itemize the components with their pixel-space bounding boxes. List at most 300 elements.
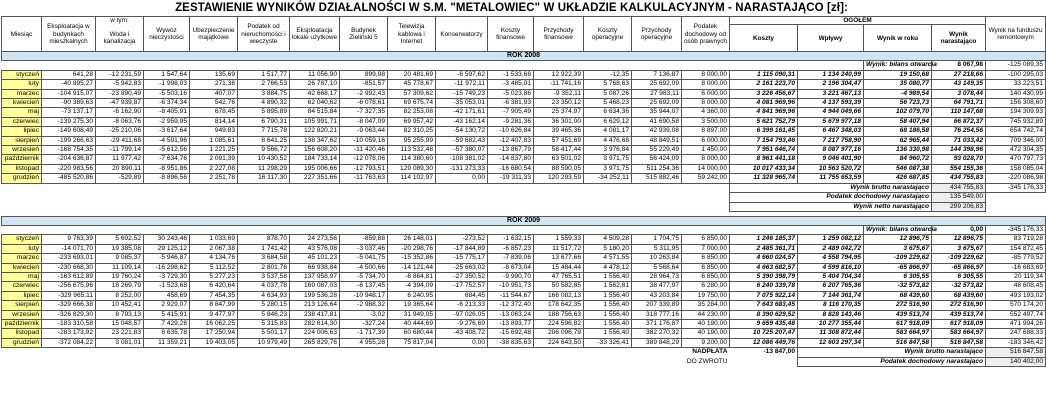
ogolem-cell: 4 841 969,96: [730, 108, 798, 117]
value-cell: -327,24: [340, 319, 388, 328]
value-cell: 224 596,82: [534, 319, 584, 328]
month-cell: lipiec: [2, 291, 42, 300]
value-cell: -15 775,17: [436, 254, 488, 263]
value-cell: 10 452,41: [96, 301, 144, 310]
value-cell: 58 417,44: [534, 146, 584, 155]
value-cell: 140 430,99: [986, 89, 1046, 98]
ogolem-cell: 27 218,66: [932, 70, 986, 79]
ogolem-cell: 68 439,60: [864, 291, 932, 300]
col-telewizja: Telewizja kablowa i Internet: [388, 17, 436, 52]
value-cell: 7 136,87: [632, 70, 682, 79]
value-cell: -47 939,87: [96, 99, 144, 108]
value-cell: 20 119,34: [986, 272, 1046, 281]
ogolem-cell: 5 621 752,79: [730, 117, 798, 126]
value-cell: 2 801,76: [238, 263, 290, 272]
value-cell: -8 063,76: [96, 117, 144, 126]
ogolem-cell: 1 246 185,37: [730, 235, 798, 244]
value-cell: -1 523,68: [144, 282, 190, 291]
value-cell: -149 608,49: [42, 127, 96, 136]
value-cell: 654 742,74: [986, 127, 1046, 136]
value-cell: 2 091,39: [190, 155, 238, 164]
value-cell: 389 848,29: [632, 338, 682, 347]
value-cell: 5 846,23: [238, 310, 290, 319]
value-cell: -8 405,91: [144, 108, 190, 117]
ogolem-cell: 43 149,35: [932, 80, 986, 89]
value-cell: 745 932,89: [986, 117, 1046, 126]
ogolem-cell: 68 186,58: [864, 127, 932, 136]
value-cell: 709 346,00: [986, 136, 1046, 145]
ogolem-cell: 3 675,67: [864, 244, 932, 253]
col-budynek: Budynek Zieliński 5: [340, 17, 388, 52]
value-cell: -8 896,56: [144, 174, 190, 183]
value-cell: 137 958,97: [290, 272, 340, 281]
value-cell: -12 407,83: [488, 136, 534, 145]
section-2008: [2, 52, 1046, 217]
value-cell: -29 411,68: [96, 136, 144, 145]
ogolem-cell: 10 277 355,44: [798, 319, 864, 328]
opening-row-2009: [2, 225, 1046, 234]
value-cell: 105 991,71: [290, 117, 340, 126]
ogolem-cell: 1 115 090,31: [730, 70, 798, 79]
value-cell: 62 040,62: [290, 99, 340, 108]
value-cell: 48 608,45: [986, 282, 1046, 291]
value-cell: 25 692,09: [632, 80, 682, 89]
ogolem-cell: 1 259 082,12: [798, 235, 864, 244]
ogolem-cell: 4 137 593,39: [798, 99, 864, 108]
month-row: [2, 164, 1046, 173]
value-cell: -199 266,63: [42, 136, 96, 145]
value-cell: 542,76: [190, 99, 238, 108]
value-cell: 27 983,11: [632, 89, 682, 98]
value-cell: 10 430,52: [238, 155, 290, 164]
value-cell: 43 203,84: [632, 291, 682, 300]
month-cell: marzec: [2, 254, 42, 263]
value-cell: -3 729,30: [144, 272, 190, 281]
value-cell: -43 162,14: [436, 117, 488, 126]
value-cell: 26 787,10: [290, 80, 340, 89]
value-cell: 16 062,25: [190, 319, 238, 328]
value-cell: 814,14: [190, 117, 238, 126]
value-cell: 156 608,20: [290, 146, 340, 155]
ogolem-cell: 3 675,67: [932, 244, 986, 253]
value-cell: -139 275,30: [42, 117, 96, 126]
value-cell: 19 365,64: [388, 301, 436, 310]
value-cell: -59 682,43: [436, 136, 488, 145]
value-cell: -42 171,61: [436, 108, 488, 117]
value-cell: 69 675,74: [388, 99, 436, 108]
value-cell: -14 837,80: [488, 155, 534, 164]
ogolem-cell: -32 573,82: [932, 282, 986, 291]
value-cell: -326 829,30: [42, 310, 96, 319]
value-cell: -8 951,86: [144, 164, 190, 173]
value-cell: 7 454,35: [190, 291, 238, 300]
value-cell: 43 576,08: [290, 244, 340, 253]
value-cell: -85 779,52: [986, 254, 1046, 263]
ogolem-cell: 11 308 872,44: [798, 329, 864, 338]
ogolem-cell: -4 989,54: [864, 89, 932, 98]
month-cell: grudzień: [2, 338, 42, 347]
ogolem-cell: -32 573,82: [864, 282, 932, 291]
value-cell: 1 517,77: [238, 70, 290, 79]
value-cell: -6 213,33: [436, 301, 488, 310]
value-cell: 1 085,61: [190, 136, 238, 145]
value-cell: 6 790,31: [238, 117, 290, 126]
value-cell: -16 298,62: [144, 263, 190, 272]
value-cell: 47 765,51: [534, 272, 584, 281]
value-cell: 82 253,08: [388, 108, 436, 117]
value-cell: 8 897,00: [682, 127, 730, 136]
value-cell: -230 668,30: [42, 263, 96, 272]
value-cell: 678,45: [190, 108, 238, 117]
value-cell: 1 450,00: [682, 146, 730, 155]
value-cell: 4 081,17: [584, 127, 632, 136]
value-cell: 56 424,09: [632, 155, 682, 164]
summary-label: Wynik netto narastająco: [730, 202, 932, 211]
value-cell: 5 568,64: [632, 263, 682, 272]
value-cell: 2 929,07: [144, 301, 190, 310]
value-cell: 8 793,13: [96, 310, 144, 319]
value-cell: 206 096,79: [534, 329, 584, 338]
value-cell: -11 741,16: [534, 80, 584, 89]
month-row: [2, 282, 1046, 291]
value-cell: 13 677,66: [534, 254, 584, 263]
ogolem-cell: 426 687,85: [864, 174, 932, 183]
value-cell: 5 087,26: [584, 89, 632, 98]
value-cell: -6 374,34: [144, 99, 190, 108]
value-cell: 120 293,59: [534, 174, 584, 183]
month-row: [2, 235, 1046, 244]
value-cell: 41 690,58: [632, 117, 682, 126]
ogolem-cell: 6 240 339,78: [730, 282, 798, 291]
value-cell: -8 047,09: [340, 117, 388, 126]
value-cell: 6 240,95: [388, 291, 436, 300]
value-cell: 35 284,00: [682, 301, 730, 310]
col-eksploatacja-lokale: Eksploatacja lokale użytkowe: [290, 17, 340, 52]
value-cell: 194 309,93: [986, 108, 1046, 117]
ogolem-cell: 4 081 969,96: [730, 99, 798, 108]
month-cell: sierpień: [2, 136, 42, 145]
value-cell: 5 112,52: [190, 263, 238, 272]
value-cell: 48 849,51: [632, 136, 682, 145]
value-cell: 5 768,63: [584, 80, 632, 89]
ogolem-cell: 5 679 977,18: [798, 117, 864, 126]
value-cell: -14 071,70: [42, 244, 96, 253]
value-cell: -6 078,61: [340, 99, 388, 108]
value-cell: 5 468,23: [584, 99, 632, 108]
value-cell: 224 643,50: [534, 338, 584, 347]
value-cell: 40 190,00: [682, 319, 730, 328]
value-cell: -12 793,51: [340, 164, 388, 173]
col-wynik-narastajaco: Wynik narastająco: [932, 25, 986, 52]
value-cell: -40 895,27: [42, 80, 96, 89]
ogolem-cell: 4 558 794,95: [798, 254, 864, 263]
ogolem-cell: 3 226 456,67: [730, 89, 798, 98]
ogolem-cell: 12 086 449,76: [730, 338, 798, 347]
month-cell: wrzesień: [2, 146, 42, 155]
month-row: [2, 80, 1046, 89]
month-row: [2, 146, 1046, 155]
value-cell: -35 053,01: [436, 99, 488, 108]
value-cell: -1 533,68: [488, 70, 534, 79]
ogolem-cell: 7 217 758,90: [798, 136, 864, 145]
value-cell: -9 990,70: [488, 272, 534, 281]
month-row: [2, 254, 1046, 263]
col-woda: Woda i kanalizacja: [96, 25, 144, 52]
value-cell: 122 820,21: [290, 127, 340, 136]
value-cell: -5 734,70: [340, 272, 388, 281]
month-cell: październik: [2, 319, 42, 328]
month-row: [2, 301, 1046, 310]
value-cell: 4 037,78: [238, 282, 290, 291]
value-cell: -6 857,23: [488, 244, 534, 253]
ogolem-cell: 8 116 170,35: [798, 301, 864, 310]
value-cell: -104 915,07: [42, 89, 96, 98]
ogolem-cell: 4 663 682,57: [730, 263, 798, 272]
month-cell: lipiec: [2, 127, 42, 136]
value-cell: 4 955,28: [340, 338, 388, 347]
value-cell: 3 537,58: [238, 272, 290, 281]
col-koszty: Koszty: [730, 25, 798, 52]
value-cell: 40 444,69: [388, 319, 436, 328]
ogolem-cell: 76 254,56: [932, 127, 986, 136]
month-cell: maj: [2, 272, 42, 281]
summary-fund: [986, 202, 1046, 211]
ogolem-cell: 12 603 297,34: [798, 338, 864, 347]
ogolem-cell: 1 134 240,99: [798, 70, 864, 79]
value-cell: 23 221,83: [96, 329, 144, 338]
col-w-tym: w tym:: [96, 17, 144, 25]
value-cell: 25 374,97: [534, 108, 584, 117]
ogolem-cell: 7 951 646,74: [730, 146, 798, 155]
month-cell: luty: [2, 244, 42, 253]
value-cell: 19 385,08: [96, 244, 144, 253]
value-cell: -38 835,63: [488, 338, 534, 347]
value-cell: 129 089,30: [388, 164, 436, 173]
ogolem-cell: 8 390 629,52: [730, 310, 798, 319]
summary-value: 135 549,00: [932, 193, 986, 202]
ogolem-cell: 62 965,44: [864, 136, 932, 145]
value-cell: 169 087,03: [290, 282, 340, 291]
value-cell: -57 380,07: [436, 146, 488, 155]
value-cell: 3 500,00: [682, 117, 730, 126]
month-cell: styczeń: [2, 70, 42, 79]
value-cell: 1 221,25: [190, 146, 238, 155]
value-cell: -5 946,87: [144, 254, 190, 263]
value-cell: -2 959,95: [144, 117, 190, 126]
value-cell: 135,69: [190, 70, 238, 79]
value-cell: 11 977,42: [96, 155, 144, 164]
value-cell: 184 733,14: [290, 155, 340, 164]
value-cell: 11 517,72: [534, 244, 584, 253]
value-cell: -73 137,17: [42, 108, 96, 117]
ogolem-cell: -109 229,62: [864, 254, 932, 263]
value-cell: 247 688,33: [986, 329, 1046, 338]
ogolem-cell: -65 866,97: [864, 263, 932, 272]
ogolem-cell: 5 404 704,34: [798, 272, 864, 281]
ogolem-cell: 66 872,37: [932, 117, 986, 126]
value-cell: 9 200,00: [682, 338, 730, 347]
summary-label: Podatek dochodowy narastająco: [730, 193, 932, 202]
value-cell: 11 298,29: [238, 164, 290, 173]
ogolem-cell: 2 485 361,71: [730, 244, 798, 253]
value-cell: 3 884,75: [238, 89, 290, 98]
value-cell: -13 867,79: [488, 146, 534, 155]
month-row: [2, 263, 1046, 272]
col-koszty-fin: Koszty finansowe: [488, 17, 534, 52]
nadplata-label: NADPŁATA: [692, 348, 728, 356]
ogolem-cell: 12 896,75: [864, 235, 932, 244]
value-cell: 42 939,08: [632, 127, 682, 136]
value-cell: 878,70: [238, 235, 290, 244]
value-cell: 195 006,66: [290, 164, 340, 173]
value-cell: 42 668,17: [290, 89, 340, 98]
value-cell: 641,28: [42, 70, 96, 79]
value-cell: -16 680,54: [488, 164, 534, 173]
value-cell: 57 451,69: [534, 136, 584, 145]
value-cell: -7 905,49: [488, 108, 534, 117]
value-cell: -16 683,69: [986, 263, 1046, 272]
ogolem-cell: 4 660 024,57: [730, 254, 798, 263]
ogolem-cell: 6 305,55: [932, 272, 986, 281]
value-cell: 470 797,73: [986, 155, 1046, 164]
value-cell: 6 000,00: [682, 89, 730, 98]
col-wynik-w-roku: Wynik w roku: [864, 25, 932, 52]
ogolem-cell: 516 847,58: [932, 338, 986, 347]
value-cell: -3 037,46: [340, 244, 388, 253]
value-cell: 4 134,76: [190, 254, 238, 263]
value-cell: 1 556,40: [584, 310, 632, 319]
value-cell: 4 634,93: [238, 291, 290, 300]
ogolem-cell: 5 390 398,79: [730, 272, 798, 281]
value-cell: 2 227,08: [190, 164, 238, 173]
value-cell: 114 380,60: [388, 155, 436, 164]
value-cell: 8 635,78: [144, 329, 190, 338]
value-cell: -90 389,63: [42, 99, 96, 108]
value-cell: -14 121,44: [388, 263, 436, 272]
value-cell: 23 350,12: [534, 99, 584, 108]
value-cell: 472 304,35: [986, 146, 1046, 155]
col-koszty-op: Koszty operacyjne: [584, 17, 632, 52]
value-cell: 3 976,84: [584, 146, 632, 155]
summary-row: [2, 357, 1046, 366]
ogolem-cell: 8 087 977,16: [798, 146, 864, 155]
ogolem-cell: 102 079,70: [864, 108, 932, 117]
month-cell: wrzesień: [2, 310, 42, 319]
value-cell: 3 971,75: [584, 164, 632, 173]
value-cell: -283 173,92: [42, 329, 96, 338]
value-cell: 8 252,00: [96, 291, 144, 300]
value-cell: 4 478,12: [584, 263, 632, 272]
value-cell: 1 556,40: [584, 319, 632, 328]
summary-value: 434 755,83: [932, 183, 986, 192]
value-cell: -8 673,04: [488, 263, 534, 272]
value-cell: 1 556,40: [584, 272, 632, 281]
value-cell: -12 231,59: [96, 70, 144, 79]
month-cell: luty: [2, 80, 42, 89]
ogolem-cell: 10 725 207,47: [730, 329, 798, 338]
summary-label: Podatek dochodowy narastająco: [798, 357, 986, 366]
value-cell: 0,00: [436, 174, 488, 183]
ogolem-cell: 71 033,42: [932, 136, 986, 145]
value-cell: 552 497,74: [986, 310, 1046, 319]
value-cell: 3 081,01: [96, 338, 144, 347]
summary-row: [2, 348, 1046, 357]
value-cell: 2 251,78: [190, 174, 238, 183]
ogolem-cell: 439 513,74: [932, 310, 986, 319]
value-cell: 95 255,99: [388, 136, 436, 145]
month-row: [2, 291, 1046, 300]
ogolem-cell: 7 643 683,45: [730, 301, 798, 310]
value-cell: 36 301,00: [534, 117, 584, 126]
ogolem-cell: 6 467 348,03: [798, 127, 864, 136]
value-cell: 899,98: [340, 70, 388, 79]
ogolem-cell: 554 155,36: [932, 164, 986, 173]
value-cell: -19 311,33: [488, 174, 534, 183]
ogolem-cell: 8 828 143,46: [798, 310, 864, 319]
value-cell: 0,00: [436, 338, 488, 347]
ogolem-cell: 10 563 520,72: [798, 164, 864, 173]
value-cell: -9 352,11: [534, 89, 584, 98]
value-cell: -3 617,64: [144, 127, 190, 136]
value-cell: -5 503,16: [144, 89, 190, 98]
value-cell: 271,38: [190, 80, 238, 89]
value-cell: -168 754,35: [42, 146, 96, 155]
value-cell: -183 346,42: [986, 338, 1046, 347]
col-eksploatacja-budynki: Eksploatacja w budynkach mieszkalnych: [42, 17, 96, 52]
ogolem-cell: 6 207 765,36: [798, 282, 864, 291]
value-cell: 29 125,12: [144, 244, 190, 253]
value-cell: 82 310,25: [388, 127, 436, 136]
value-cell: -12 078,06: [340, 155, 388, 164]
value-cell: 2 766,53: [238, 80, 290, 89]
value-cell: -9 281,36: [488, 117, 534, 126]
value-cell: -10 948,17: [340, 291, 388, 300]
value-cell: -43 408,72: [436, 329, 488, 338]
value-cell: -7 634,76: [144, 155, 190, 164]
month-row: [2, 127, 1046, 136]
value-cell: -10 626,84: [488, 127, 534, 136]
value-cell: -13 893,77: [488, 319, 534, 328]
value-cell: 88 590,05: [534, 164, 584, 173]
summary-label: Wynik brutto narastająco: [730, 183, 932, 192]
value-cell: 30 243,46: [144, 235, 190, 244]
month-cell: czerwiec: [2, 282, 42, 291]
month-row: [2, 174, 1046, 183]
value-cell: -34 252,11: [584, 174, 632, 183]
value-cell: 35 944,07: [632, 108, 682, 117]
value-cell: -9 063,44: [340, 127, 388, 136]
value-cell: 60 680,44: [388, 329, 436, 338]
value-cell: 138 347,62: [290, 136, 340, 145]
value-cell: 45 778,67: [388, 80, 436, 89]
year-label: ROK 2009: [2, 216, 1046, 225]
value-cell: 570 174,20: [986, 301, 1046, 310]
value-cell: 224 006,63: [290, 329, 340, 338]
value-cell: 6 850,00: [682, 254, 730, 263]
value-cell: -15 749,23: [436, 89, 488, 98]
value-cell: 17 250,94: [190, 329, 238, 338]
summary-row: [2, 202, 1046, 211]
value-cell: 16 117,30: [238, 174, 290, 183]
col-ubezpieczenie: Ubezpieczenie majątkowe: [190, 17, 238, 52]
value-cell: 5 895,89: [238, 108, 290, 117]
value-cell: 166 082,13: [534, 291, 584, 300]
value-cell: -6 137,45: [340, 282, 388, 291]
value-cell: -5 023,86: [488, 89, 534, 98]
value-cell: 1 547,64: [144, 70, 190, 79]
value-cell: 19 403,05: [190, 338, 238, 347]
ogolem-cell: 4 599 816,10: [798, 263, 864, 272]
